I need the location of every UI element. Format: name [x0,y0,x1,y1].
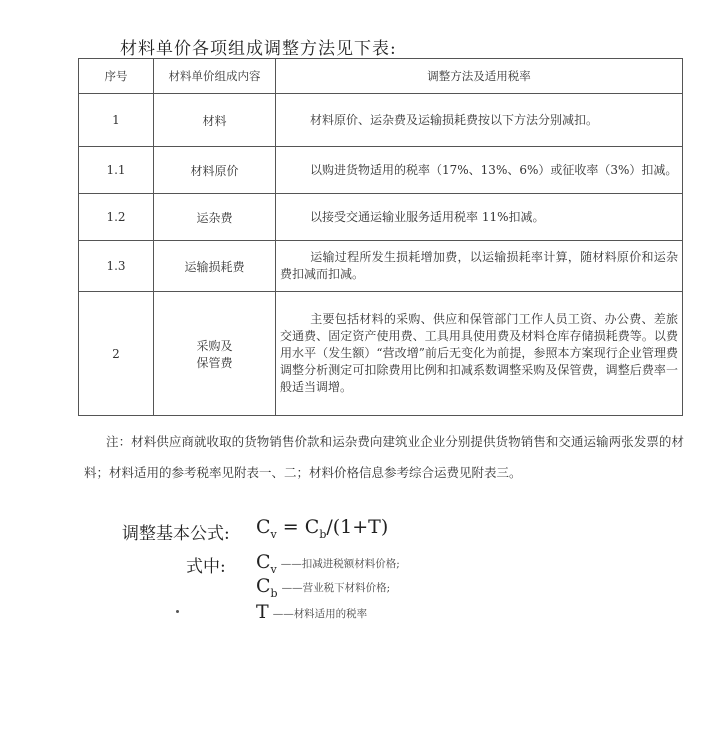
row-method: 运输过程所发生损耗增加费，以运输损耗率计算，随材料原价和运杂费扣减而扣减。 [276,241,683,292]
row-item: 采购及 保管费 [154,292,276,416]
row-no: 1 [79,94,154,147]
variable-cv-definition: $C_v$ ——扣减进税额材料价格; [256,551,400,576]
formula-label: 调整基本公式: [122,524,230,544]
row-method: 以购进货物适用的税率（17%、13%、6%）或征收率（3%）扣减。 [276,147,683,194]
where-label: 式中: [186,557,226,577]
table-footnote: 注：材料供应商就收取的货物销售价款和运杂费向建筑业企业分别提供货物销售和交通运输两张发票的材料；材料适用的参考税率见附表一、二；材料价格信息参考综合运费见附表三。 [84,434,684,480]
table-row [79,292,683,416]
table-row [79,147,683,194]
table-header-row [79,59,683,94]
row-item: 材料原价 [154,147,276,194]
header-no: 序号 [79,59,154,94]
variable-t-definition: T ——材料适用的税率 [256,601,368,623]
row-method: 材料原价、运杂费及运输损耗费按以下方法分别减扣。 [276,94,683,147]
variable-cb-definition: $C_b$ ——营业税下材料价格; [256,575,391,600]
formula-expression: $C_v = C_b/(1+T)$ [256,516,389,541]
row-method: 以接受交通运输业服务适用税率 11%扣减。 [276,194,683,241]
page-title: 材料单价各项组成调整方法见下表: [120,39,397,59]
table-row [79,94,683,147]
adjustment-table [78,58,683,416]
table-row [79,241,683,292]
row-item: 运杂费 [154,194,276,241]
row-no: 1.1 [79,147,154,194]
table-row [79,194,683,241]
row-no: 1.3 [79,241,154,292]
header-method: 调整方法及适用税率 [276,59,683,94]
row-no: 2 [79,292,154,416]
row-item: 运输损耗费 [154,241,276,292]
row-no: 1.2 [79,194,154,241]
scan-speck [176,610,179,613]
row-method: 主要包括材料的采购、供应和保管部门工作人员工资、办公费、差旅交通费、固定资产使用费、工具用具使用费及材料仓库存储损耗费等。以费用水平（发生额）“营改增”前后无变化为前提，参照本方案现行企业管理费调整分析测定可扣除费用比例和扣减系数调整采购及保管费，调整后费率一般适当调增。 [276,292,683,416]
header-item: 材料单价组成内容 [154,59,276,94]
row-item: 材料 [154,94,276,147]
